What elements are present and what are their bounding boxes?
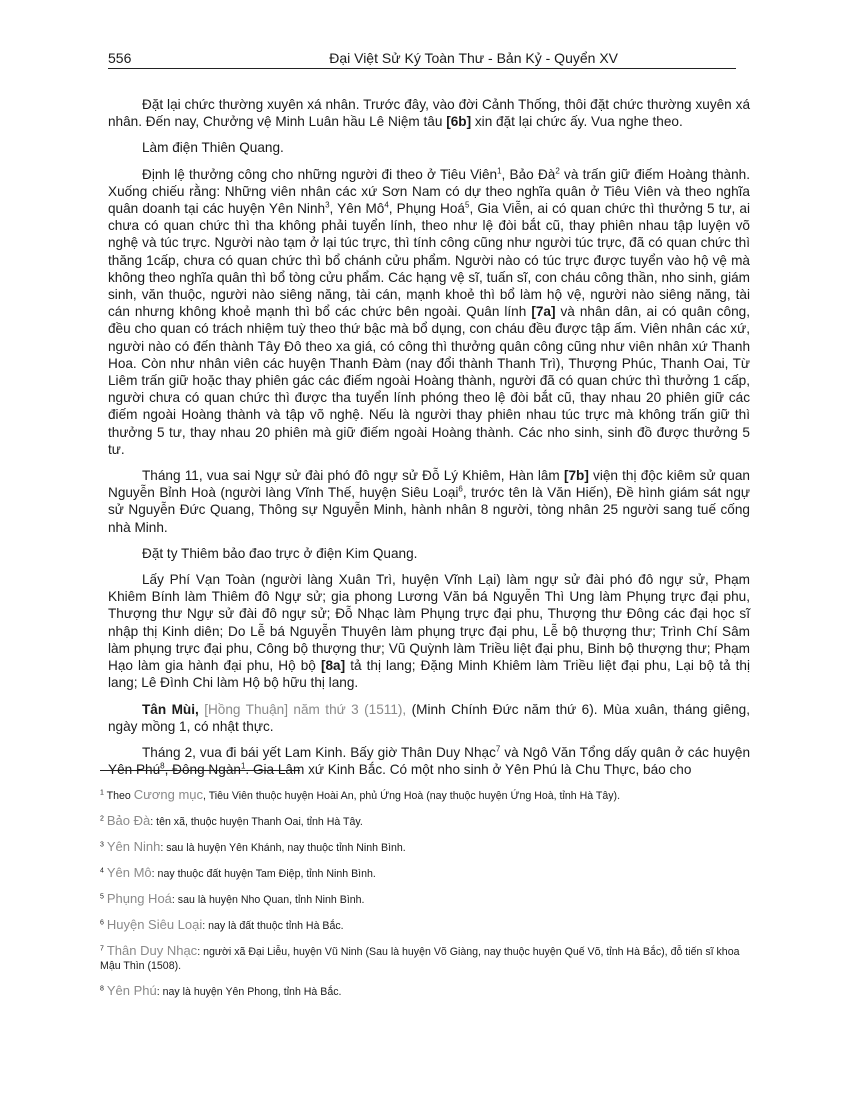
footnote-number: 3 — [100, 841, 104, 849]
footnote-marker: 3 — [325, 200, 330, 210]
footnote-term: Cương mục — [133, 787, 204, 802]
footnote-term: Bảo Đà — [106, 813, 151, 828]
footnote-marker: 6 — [458, 484, 463, 494]
footnote-text: : nay là đất thuộc tỉnh Hà Bắc. — [202, 920, 344, 932]
footnote-term: Phụng Hoá — [106, 891, 172, 906]
footnote-term: Yên Phú — [106, 983, 157, 998]
footnote-marker: 5 — [465, 200, 470, 210]
footnote-marker: 2 — [555, 166, 560, 176]
page-ref: [8a] — [320, 658, 346, 674]
paragraph: Tân Mùi, [Hồng Thuận] năm thứ 3 (1511), (Minh Chính Đức năm thứ 6). Mùa xuân, tháng giêng, ngày mồng 1, có nhật thực. — [108, 701, 750, 734]
footnote-marker: 8 — [160, 761, 165, 771]
footnote — [100, 944, 750, 973]
paragraph: Lấy Phí Vạn Toàn (người làng Xuân Trì, huyện Vĩnh Lại) làm ngự sử đài phó đô ngự sử, Phạm Khiêm Bính làm Thiêm đô Ngự sử; gia phong Lương Văn bá Nguyễn Thì Ung làm Phụng trực đại phu, Thượng thư Ngự sử đài đô ngự sử; Đỗ Nhạc làm Phụng trực đại phu, Thượng thư Đông các đại học sĩ nhập thị Kinh diên; Do Lễ bá Nguyễn Thuyên làm phụng trực đại phu, Lễ bộ thượng thư; Trình Chí Sâm làm phụng trực đại phu, Công bộ thượng thư; Vũ Quỳnh làm Triều liệt đại phu, Binh bộ thượng thư; Phạm Hạo làm gia hành đại phu, Hộ bộ [8a] tả thị lang; Đặng Minh Khiêm làm Triều liệt đại phu, Lại bộ tả thị lang; Lê Đình Chi làm Hộ bộ hữu thị lang. — [108, 572, 750, 691]
footnote-term: Yên Mô — [106, 865, 152, 880]
footnote-number: 1 — [100, 789, 104, 797]
footnote — [100, 892, 750, 907]
footnote-term: Huyện Siêu Loại — [106, 917, 203, 932]
footnote-prefix: Theo — [106, 790, 134, 802]
footnote — [100, 918, 750, 933]
footnote — [100, 984, 750, 999]
footnote-number: 4 — [100, 867, 104, 875]
footnote-marker: 1 — [497, 166, 502, 176]
page-ref: [7a] — [531, 304, 556, 320]
footnote-text: : sau là huyện Nho Quan, tỉnh Ninh Bình. — [171, 894, 365, 906]
paragraph: Làm điện Thiên Quang. — [142, 140, 284, 156]
page-ref: [6b] — [446, 114, 472, 130]
footnote-marker: 7 — [495, 744, 501, 754]
footnote — [100, 866, 750, 881]
page-header — [108, 46, 736, 69]
footnote-number: 2 — [100, 815, 104, 823]
paragraph: Đặt ty Thiêm bảo đao trực ở điện Kim Quang. — [142, 545, 418, 561]
footnote — [100, 814, 750, 829]
year-heading: Tân Mùi, — [142, 701, 199, 717]
running-title: Đại Việt Sử Ký Toàn Thư - Bản Kỷ - Quyển XV — [329, 50, 618, 66]
footnote-number: 6 — [100, 919, 104, 927]
footnote-term: Thân Duy Nhạc — [106, 943, 198, 958]
main-text — [108, 96, 750, 787]
footnote-marker: 4 — [384, 200, 389, 210]
footnote-term: Yên Ninh — [106, 839, 161, 854]
footnotes — [100, 788, 750, 1010]
page-ref: [7b] — [563, 468, 589, 484]
footnote-number: 8 — [100, 985, 104, 993]
footnote — [100, 788, 750, 803]
footnote-number: 7 — [100, 945, 104, 953]
footnote-number: 5 — [100, 893, 104, 901]
paragraph: Đặt lại chức thường xuyên xá nhân. Trước đây, vào đời Cảnh Thống, thôi đặt chức thường xuyên xá nhân. Đến nay, Chưởng vệ Minh Luân hầu Lê Niệm tâu [6b] xin đặt lại chức ấy. Vua nghe theo. — [108, 97, 750, 130]
footnote-text: : người xã Đại Liễu, huyện Vũ Ninh (Sau là huyện Võ Giàng, nay thuộc huyện Quế Võ, tỉnh Hà Bắc), đỗ tiến sĩ khoa Mậu Thìn (1508). — [100, 946, 740, 972]
footnote-text: : nay thuộc đất huyện Tam Điệp, tỉnh Ninh Bình. — [151, 868, 376, 880]
footnote-text: : sau là huyện Yên Khánh, nay thuộc tỉnh Ninh Bình. — [160, 842, 406, 854]
reign-year: [Hồng Thuận] năm thứ 3 (1511), — [198, 701, 407, 717]
paragraph: Tháng 2, vua đi bái yết Lam Kinh. Bấy giờ Thân Duy Nhạc$^7$ và Ngô Văn Tổng dấy quân ở các huyện Yên Phú$^8$, Đông Ngàn$^1$. Gia Lâm xứ Kinh Bắc. Có một nho sinh ở Yên Phú là Chu Thực, báo cho — [108, 744, 751, 778]
page-number: 556 — [108, 50, 132, 66]
footnote — [100, 840, 750, 855]
footnote-text: : tên xã, thuộc huyện Thanh Oai, tỉnh Hà Tây. — [150, 816, 363, 828]
footnote-divider — [100, 770, 300, 771]
paragraph: Định lệ thưởng công cho những người đi theo ở Tiêu Viên$^1$, Bảo $Đà^2$ và trấn giữ điếm Hoàng thành. Xuống chiếu rằng: Những viên nhân các xứ Sơn Nam có dự theo nghĩa quân ở Tiêu Viên và theo nghĩa quân doanh tại các huyện Yên Ninh$^3$, Yên $Mô^4$, Phụng Hoá$^5$, Gia Viễn, ai có quan chức thì thưởng 5 tư, ai chưa có quan chức thì tha không phải tuyển lính, theo như lệ đòi bắt cũ, thay phiên nhau tập luyện võ nghệ và túc trực. Người nào tạm ở lại túc trực, thì tính công cũng như người túc trực, đã có quan chức thì thăng 1cấp, chưa có quan chức thì bổ chánh cửu phẩm. Người nào có túc trực được tuyển vào hộ vệ mà không theo nghĩa quân thì bổ tòng cửu phẩm. Các hạng vệ sĩ, tuấn sĩ, con cháu công thần, nho sinh, giám sinh, văn thuộc, người nào siêng năng, tài cán, mạnh khoẻ thì bổ làm hộ vệ, người nào siêng năng, tài cán nhưng không khoẻ mạnh thì bổ các chức bên ngoài. Quân lính [7a] và nhân dân, ai có quân công, đều cho quan có trách nhiệm tuỳ theo thứ bậc mà bổ dụng, con cháu đều được tập ấm. Viên nhân các xứ, người nào có đến thành Tây Đô theo xa giá, có công thì thưởng quân công cũng như viên nhân xứ Thanh Hoa. Còn như nhân viên các huyện Thanh Đàm (nay đổi thành Thanh Trì), Thượng Phúc, Thanh Oai, Từ Liêm trấn giữ hoặc thay phiên gác các điếm ngoài Hoàng thành, người đã có quan chức thì thưởng 1 cấp, người chưa có quan chức thì được tha tuyển lính phóng theo lệ đòi bắt cũ, thay nhau 20 phiên giữ các điếm ngoài Hoàng thành và tập võ nghệ. Nếu là người thay phiên nhau túc trực mà không trấn giữ thì thưởng 5 tư, thay nhau 20 phiên mà giữ điếm ngoài Hoàng thành. Các nho sinh, sinh đồ được thưởng 5 tư. — [108, 166, 750, 457]
footnote-text: , Tiêu Viên thuộc huyện Hoài An, phủ Ứng Hoà (nay thuộc huyện Ứng Hoà, tỉnh Hà Tây). — [203, 790, 621, 802]
paragraph: Tháng 11, vua sai Ngự sử đài phó đô ngự sử Đỗ Lý Khiêm, Hàn lâm [7b] viện thị độc kiêm sử quan Nguyễn Bỉnh Hoà (người làng Vĩnh Thế, huyện Siêu Loại$^6$, trước tên là Văn Hiến), Đề hình giám sát ngự sử Nguyễn Đức Quang, Thông sự Nguyễn Minh, hành nhân 8 người, tòng nhân 25 người sang tuế cống nhà Minh. — [108, 468, 750, 535]
footnote-marker: 1 — [240, 761, 246, 771]
footnote-text: : nay là huyện Yên Phong, tỉnh Hà Bắc. — [156, 986, 342, 998]
